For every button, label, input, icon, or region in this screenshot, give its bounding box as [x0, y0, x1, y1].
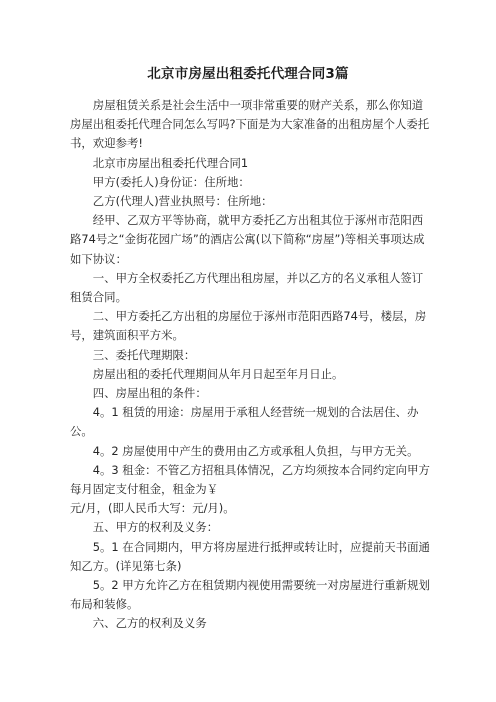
paragraph: 乙方(代理人)营业执照号：住所地： — [92, 194, 273, 209]
paragraph: 房屋租赁关系是社会生活中一项非常重要的财产关系，那么你知道房屋出租委托代理合同怎么写吗?下面是为大家准备的出租房屋个人委托书，欢迎参考! — [70, 98, 430, 151]
paragraph: 经甲、乙双方平等协商，就甲方委托乙方出租其位于涿州市范阳西路74号之“金街花园广场”的酒店公寓(以下简称“房屋”)等相关事项达成如下协议： — [70, 213, 425, 266]
paragraph: 4。3 租金：不管乙方招租具体情况，乙方均须按本合同约定向甲方每月固定支付租金，租金为￥ — [70, 462, 430, 497]
paragraph: 甲方(委托人)身份证：住所地： — [92, 174, 250, 189]
paragraph: 4。2 房屋使用中产生的费用由乙方或承租人负担，与甲方无关。 — [92, 443, 419, 458]
paragraph: 5。2 甲方允许乙方在租赁期内视使用需要统一对房屋进行重新规划布局和装修。 — [70, 578, 430, 612]
paragraph: 四、房屋出租的条件： — [92, 386, 207, 401]
paragraph: 4。1 租赁的用途：房屋用于承租人经营统一规划的合法居住、办公。 — [70, 405, 419, 439]
paragraph: 房屋出租的委托代理期间从年月日起至年月日止。 — [92, 366, 344, 381]
paragraph: 元/月，(即人民币大写：元/月)。 — [70, 501, 235, 516]
paragraph: 三、委托代理期限： — [92, 347, 196, 362]
document-title: 北京市房屋出租委托代理合同3篇 — [147, 66, 349, 82]
paragraph: 六、乙方的权利及义务 — [92, 616, 207, 631]
paragraph: 北京市房屋出租委托代理合同1 — [92, 155, 249, 170]
paragraph: 一、甲方全权委托乙方代理出租房屋，并以乙方的名义承租人签订租赁合同。 — [70, 270, 424, 305]
paragraph: 五、甲方的权利及义务： — [92, 520, 219, 535]
document-body — [70, 96, 434, 634]
paragraph: 二、甲方委托乙方出租的房屋位于涿州市范阳西路74号，楼层，房号，建筑面积平方米。 — [70, 309, 427, 343]
paragraph: 5。1 在合同期内，甲方将房屋进行抵押或转让时，应提前天书面通知乙方。(详见第七条) — [70, 539, 430, 573]
